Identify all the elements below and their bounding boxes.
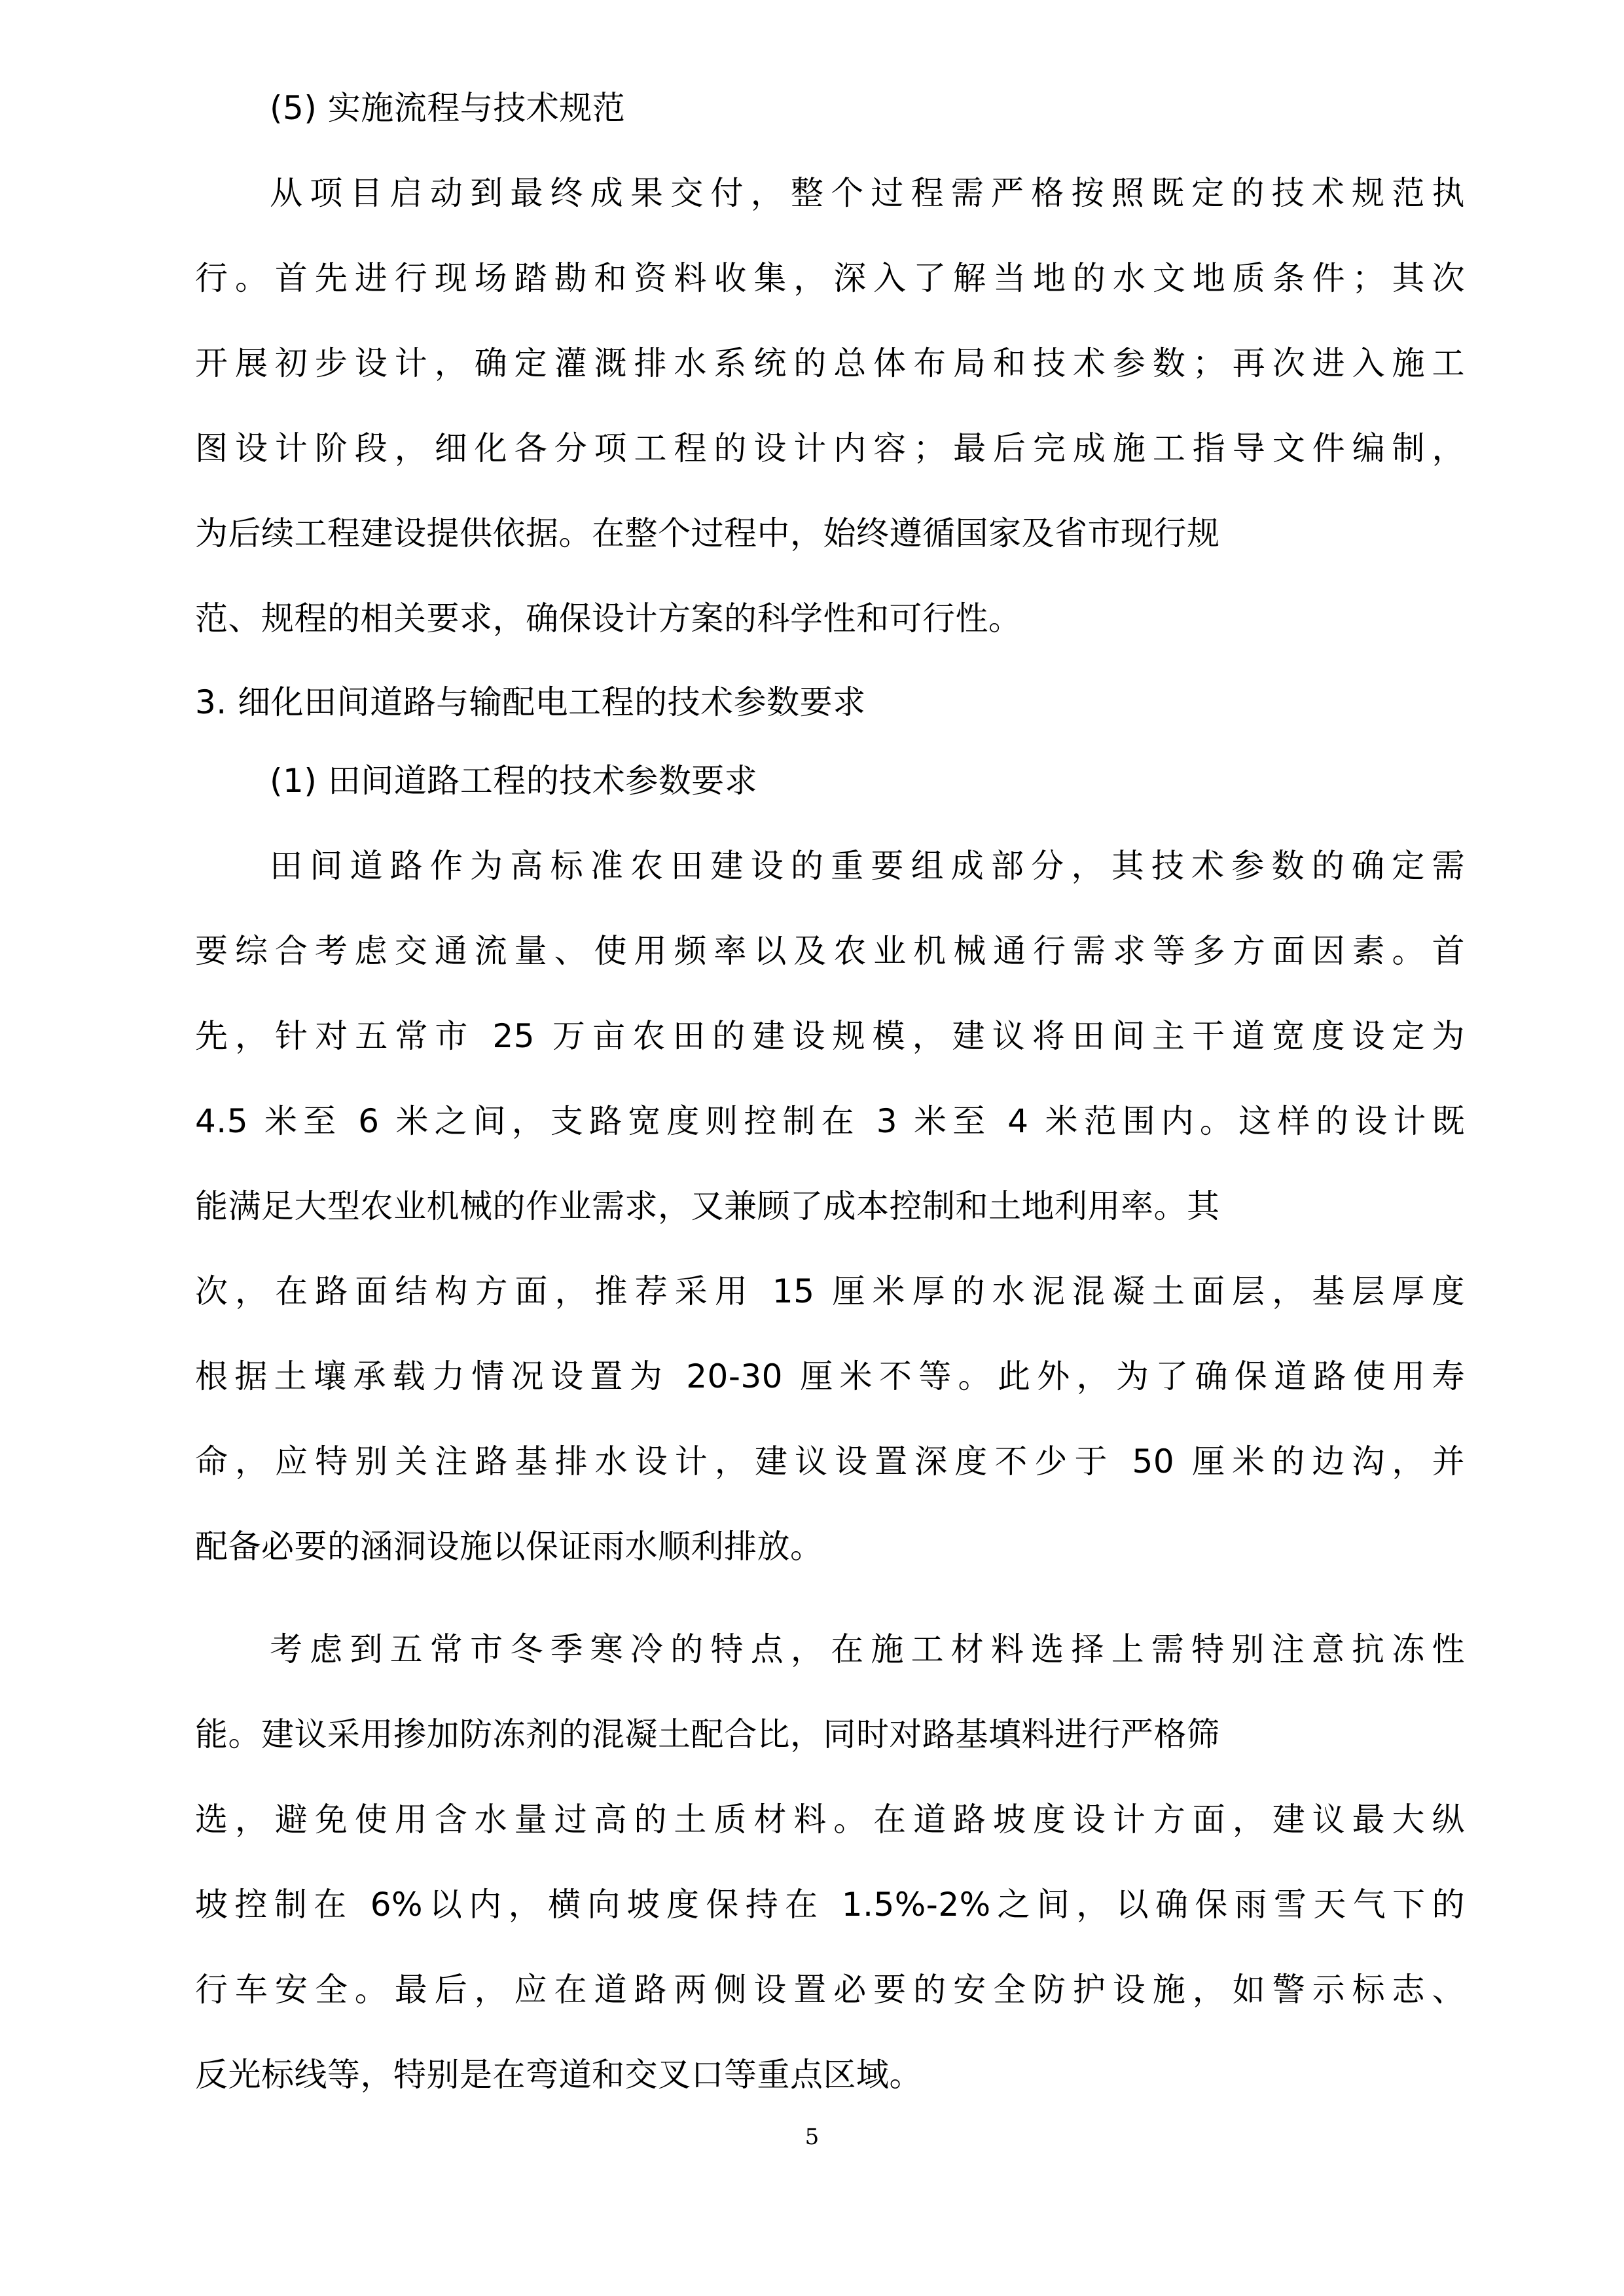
paragraph-line: 要综合考虑交通流量、使用频率以及农业机械通行需求等多方面因素。首 — [195, 932, 1465, 970]
section-3-heading: 3. 细化田间道路与输配电工程的技术参数要求 — [195, 683, 866, 721]
paragraph-line: 配备必要的涵洞设施以保证雨水顺利排放。 — [195, 1528, 823, 1566]
paragraph-line: 田间道路作为高标准农田建设的重要组成部分，其技术参数的确定需 — [270, 847, 1465, 885]
paragraph-line: 为后续工程建设提供依据。在整个过程中，始终遵循国家及省市现行规 — [195, 514, 1220, 552]
subsection-heading: (1) 田间道路工程的技术参数要求 — [270, 762, 758, 800]
page-number: 5 — [804, 2124, 820, 2150]
section-5-heading: (5) 实施流程与技术规范 — [270, 89, 626, 127]
paragraph-line: 4.5 米至 6 米之间，支路宽度则控制在 3 米至 4 米范围内。这样的设计既 — [195, 1102, 1465, 1140]
paragraph-line: 先，针对五常市 25 万亩农田的建设规模，建议将田间主干道宽度设定为 — [195, 1017, 1465, 1055]
paragraph-line: 图设计阶段，细化各分项工程的设计内容；最后完成施工指导文件编制， — [195, 429, 1465, 467]
paragraph-line: 选，避免使用含水量过高的土质材料。在道路坡度设计方面，建议最大纵 — [195, 1801, 1465, 1839]
paragraph-line: 范、规程的相关要求，确保设计方案的科学性和可行性。 — [195, 600, 1022, 637]
paragraph-line: 命，应特别关注路基排水设计，建议设置深度不少于 50 厘米的边沟，并 — [195, 1443, 1465, 1480]
paragraph-line: 考虑到五常市冬季寒冷的特点，在施工材料选择上需特别注意抗冻性 — [270, 1630, 1465, 1668]
paragraph-line: 坡控制在 6%以内，横向坡度保持在 1.5%-2%之间，以确保雨雪天气下的 — [195, 1886, 1465, 1924]
paragraph-line: 开展初步设计，确定灌溉排水系统的总体布局和技术参数；再次进入施工 — [195, 344, 1465, 382]
paragraph-line: 行。首先进行现场踏勘和资料收集，深入了解当地的水文地质条件；其次 — [195, 259, 1465, 297]
paragraph-line: 根据土壤承载力情况设置为 20-30 厘米不等。此外，为了确保道路使用寿 — [195, 1357, 1465, 1395]
paragraph-line: 反光标线等，特别是在弯道和交叉口等重点区域。 — [195, 2056, 922, 2094]
paragraph-line: 能满足大型农业机械的作业需求，又兼顾了成本控制和土地利用率。其 — [195, 1187, 1220, 1225]
paragraph-line: 能。建议采用掺加防冻剂的混凝土配合比，同时对路基填料进行严格筛 — [195, 1715, 1220, 1753]
paragraph-line: 从项目启动到最终成果交付，整个过程需严格按照既定的技术规范执 — [270, 174, 1465, 212]
paragraph-line: 次，在路面结构方面，推荐采用 15 厘米厚的水泥混凝土面层，基层厚度 — [195, 1272, 1465, 1310]
paragraph-line: 行车安全。最后，应在道路两侧设置必要的安全防护设施，如警示标志、 — [195, 1971, 1465, 2009]
